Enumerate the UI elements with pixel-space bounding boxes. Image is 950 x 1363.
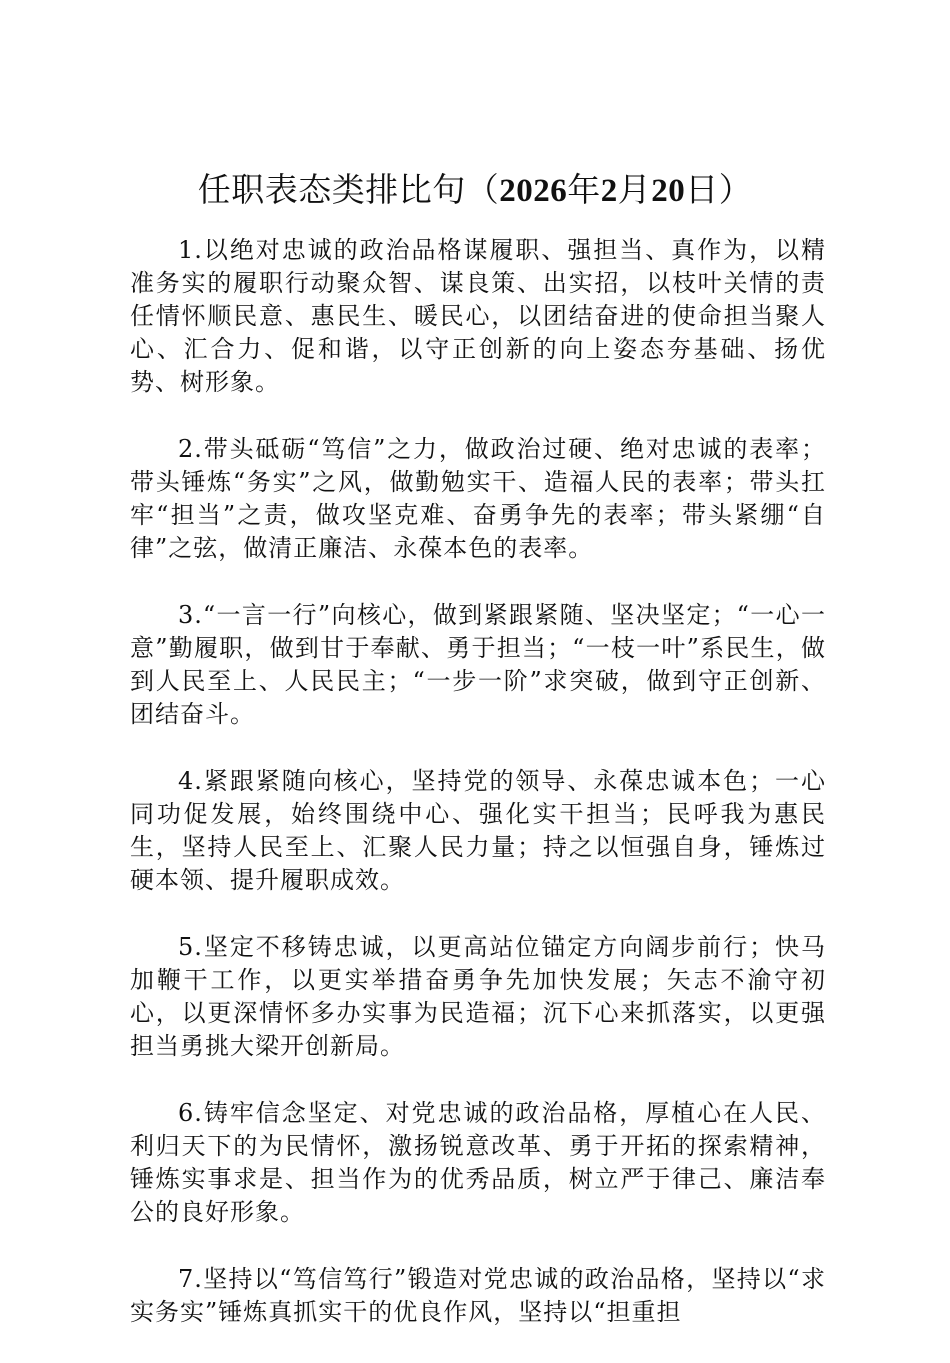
title-month: 2 (600, 173, 618, 209)
paragraph-3: 3.“一言一行”向核心，做到紧跟紧随、坚决坚定；“一心一意”勤履职，做到甘于奉献、勇于担当；“一枝一叶”系民生，做到人民至上、人民民主；“一步一阶”求突破，做到守正创新、团结奋斗。 (130, 601, 826, 728)
paragraph-1: 1.以绝对忠诚的政治品格谋履职、强担当、真作为，以精准务实的履职行动聚众智、谋良策、出实招，以枝叶关情的责任情怀顺民意、惠民生、暖民心，以团结奋进的使命担当聚人心、汇合力、促和谐，以守正创新的向上姿态夯基础、扬优势、树形象。 (130, 236, 826, 396)
paragraph-7: 7.坚持以“笃信笃行”锻造对党忠诚的政治品格，坚持以“求实务实”锤炼真抓实干的优良作风，坚持以“担重担 (130, 1265, 826, 1326)
title-prefix: 任职表态类排比句（ (197, 170, 500, 209)
title-day: 20 (651, 173, 686, 209)
paragraph-6: 6.铸牢信念坚定、对党忠诚的政治品格，厚植心在人民、利归天下的为民情怀，激扬锐意改革、勇于开拓的探索精神，锤炼实事求是、担当作为的优秀品质，树立严于律己、廉洁奉公的良好形象。 (130, 1099, 826, 1226)
paragraph-4: 4.紧跟紧随向核心，坚持党的领导、永葆忠诚本色；一心同功促发展，始终围绕中心、强化实干担当；民呼我为惠民生，坚持人民至上、汇聚人民力量；持之以恒强自身，锤炼过硬本领、提升履职成效。 (130, 767, 826, 894)
paragraph-5: 5.坚定不移铸忠诚，以更高站位锚定方向阔步前行；快马加鞭干工作，以更实举措奋勇争先加快发展；矢志不渝守初心，以更深情怀多办实事为民造福；沉下心来抓落实，以更强担当勇挑大梁开创新局。 (130, 933, 826, 1060)
title-month-unit: 月 (617, 170, 652, 209)
document-title (0, 166, 950, 215)
paragraph-2: 2.带头砥砺“笃信”之力，做政治过硬、绝对忠诚的表率；带头锤炼“务实”之风，做勤勉实干、造福人民的表率；带头扛牢“担当”之责，做攻坚克难、奋勇争先的表率；带头紧绷“自律”之弦，做清正廉洁、永葆本色的表率。 (130, 435, 826, 562)
title-year: 2026 (499, 173, 568, 209)
document-body (130, 234, 826, 1363)
title-suffix: 日） (685, 170, 753, 209)
title-year-unit: 年 (567, 170, 601, 209)
